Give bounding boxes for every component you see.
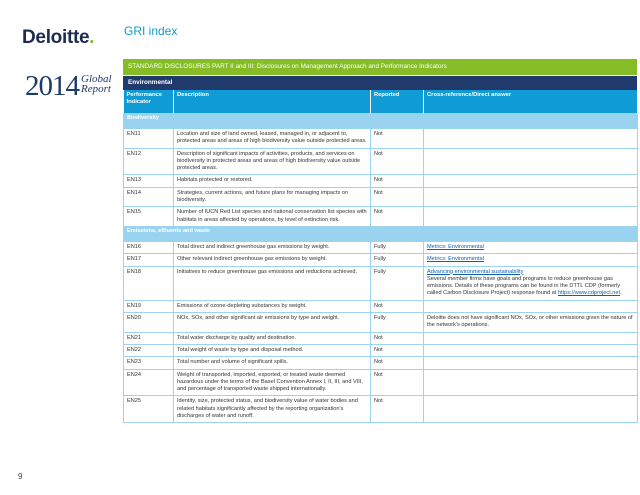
- global-report-mark: [25, 70, 112, 103]
- table-row: [124, 129, 638, 149]
- brand-name: Deloitte: [22, 27, 90, 48]
- column-header-row: [124, 90, 638, 114]
- table-row: [124, 332, 638, 344]
- indicator-cell: EN24: [124, 369, 174, 396]
- cross-reference-cell: [424, 300, 638, 312]
- reported-cell: Fully: [371, 313, 424, 333]
- cross-reference-cell: [424, 148, 638, 175]
- description-cell: Other relevant indirect greenhouse gas emissions by weight.: [174, 254, 371, 266]
- table-row: [124, 313, 638, 333]
- indicator-cell: EN23: [124, 357, 174, 369]
- cross-reference-cell: [424, 313, 638, 333]
- cross-reference-cell: [424, 241, 638, 253]
- indicator-cell: EN11: [124, 129, 174, 149]
- section-row: [124, 226, 638, 241]
- cross-reference-cell: [424, 254, 638, 266]
- report-line-2: Report: [81, 83, 111, 95]
- description-cell: NOx, SOx, and other significant air emissions by type and weight.: [174, 313, 371, 333]
- table-row: [124, 254, 638, 266]
- column-header-indicator: Performance Indicator: [124, 90, 174, 114]
- indicator-cell: EN14: [124, 187, 174, 207]
- reported-cell: Not: [371, 175, 424, 187]
- gri-table-panel: [123, 59, 637, 423]
- report-subtitle: [81, 74, 112, 94]
- reported-cell: Not: [371, 396, 424, 423]
- section-row: [124, 114, 638, 129]
- section-title: Biodiversity: [124, 114, 638, 129]
- indicator-cell: EN19: [124, 300, 174, 312]
- reported-cell: Not: [371, 369, 424, 396]
- reported-cell: Fully: [371, 241, 424, 253]
- table-row: [124, 266, 638, 300]
- column-header-description: Description: [174, 90, 371, 114]
- cross-reference-cell: [424, 369, 638, 396]
- reported-cell: Not: [371, 357, 424, 369]
- description-cell: Weight of transported, imported, exported, or treated waste deemed hazardous under the terms of the Basel Convention Annex I, II, III, and VIII, and percentage of transported waste shipped internationally.: [174, 369, 371, 396]
- table-row: [124, 207, 638, 227]
- description-cell: Identity, size, protected status, and biodiversity value of water bodies and related habitats significantly affected by the reporting organization's discharges of water and runoff.: [174, 396, 371, 423]
- indicator-cell: EN17: [124, 254, 174, 266]
- indicator-cell: EN16: [124, 241, 174, 253]
- table-row: [124, 148, 638, 175]
- reported-cell: Not: [371, 207, 424, 227]
- description-cell: Location and size of land owned, leased, managed in, or adjacent to, protected areas and areas of high biodiversity value outside protected areas.: [174, 129, 371, 149]
- report-line-1: Global: [81, 73, 112, 85]
- cross-reference-cell: [424, 187, 638, 207]
- cross-reference-link[interactable]: Metrics: Environmental: [427, 243, 484, 250]
- indicator-cell: EN12: [124, 148, 174, 175]
- reported-cell: Fully: [371, 254, 424, 266]
- description-cell: Total direct and indirect greenhouse gas emissions by weight.: [174, 241, 371, 253]
- cross-reference-link[interactable]: https://www.cdproject.net: [557, 290, 621, 297]
- cross-reference-cell: [424, 332, 638, 344]
- category-header: Environmental: [123, 75, 637, 90]
- description-cell: Emissions of ozone-depleting substances by weight.: [174, 300, 371, 312]
- cross-reference-cell: [424, 175, 638, 187]
- table-body: [124, 114, 638, 423]
- reported-cell: Not: [371, 148, 424, 175]
- description-cell: Description of significant impacts of activities, products, and services on biodiversity in protected areas and areas of high biodiversity value outside protected areas.: [174, 148, 371, 175]
- reported-cell: Not: [371, 344, 424, 356]
- cross-reference-cell: [424, 396, 638, 423]
- indicator-cell: EN22: [124, 344, 174, 356]
- description-cell: Number of IUCN Red List species and national conservation list species with habitats in areas affected by operations, by level of extinction risk.: [174, 207, 371, 227]
- cross-reference-text: .: [620, 290, 622, 297]
- table-row: [124, 344, 638, 356]
- description-cell: Initiatives to reduce greenhouse gas emissions and reductions achieved.: [174, 266, 371, 300]
- table-row: [124, 300, 638, 312]
- cross-reference-text: Deloitte does not have significant NOx, SOx, or other emissions given the nature of the network's operations.: [427, 315, 633, 329]
- section-title: Emissions, effluents and waste: [124, 226, 638, 241]
- indicator-cell: EN18: [124, 266, 174, 300]
- indicator-cell: EN13: [124, 175, 174, 187]
- cross-reference-text: Several member firms have goals and programs to reduce greenhouse gas emissions. Details of these programs can be found in the DTTL CDP (formerly called Carbon Disclosure Project) response found at: [427, 275, 621, 297]
- reported-cell: Fully: [371, 266, 424, 300]
- description-cell: Total weight of waste by type and disposal method.: [174, 344, 371, 356]
- cross-reference-link[interactable]: Metrics: Environmental: [427, 256, 484, 263]
- table-row: [124, 187, 638, 207]
- gri-table: [123, 90, 638, 423]
- cross-reference-cell: [424, 129, 638, 149]
- description-cell: Strategies, current actions, and future plans for managing impacts on biodiversity.: [174, 187, 371, 207]
- reported-cell: Not: [371, 332, 424, 344]
- page-title: GRI index: [124, 24, 178, 38]
- table-row: [124, 357, 638, 369]
- reported-cell: Not: [371, 187, 424, 207]
- table-row: [124, 369, 638, 396]
- column-header-cross-reference: Cross-reference/Direct answer: [424, 90, 638, 114]
- cross-reference-cell: [424, 344, 638, 356]
- table-row: [124, 241, 638, 253]
- description-cell: Habitats protected or restored.: [174, 175, 371, 187]
- reported-cell: Not: [371, 300, 424, 312]
- table-row: [124, 396, 638, 423]
- table-row: [124, 175, 638, 187]
- cross-reference-cell: [424, 357, 638, 369]
- report-year: 2014: [25, 70, 79, 102]
- cross-reference-cell: [424, 207, 638, 227]
- indicator-cell: EN20: [124, 313, 174, 333]
- cross-reference-cell: [424, 266, 638, 300]
- disclosures-banner: STANDARD DISCLOSURES PART II and III: Disclosures on Management Approach and Performance Indicators: [123, 59, 637, 75]
- reported-cell: Not: [371, 129, 424, 149]
- indicator-cell: EN25: [124, 396, 174, 423]
- description-cell: Total number and volume of significant spills.: [174, 357, 371, 369]
- indicator-cell: EN15: [124, 207, 174, 227]
- indicator-cell: EN21: [124, 332, 174, 344]
- description-cell: Total water discharge by quality and destination.: [174, 332, 371, 344]
- page-number: 9: [18, 472, 23, 481]
- brand-dot: .: [89, 27, 95, 48]
- column-header-reported: Reported: [371, 90, 424, 114]
- deloitte-logo: [22, 27, 94, 49]
- cross-reference-link[interactable]: Advancing environmental sustainability: [427, 268, 524, 275]
